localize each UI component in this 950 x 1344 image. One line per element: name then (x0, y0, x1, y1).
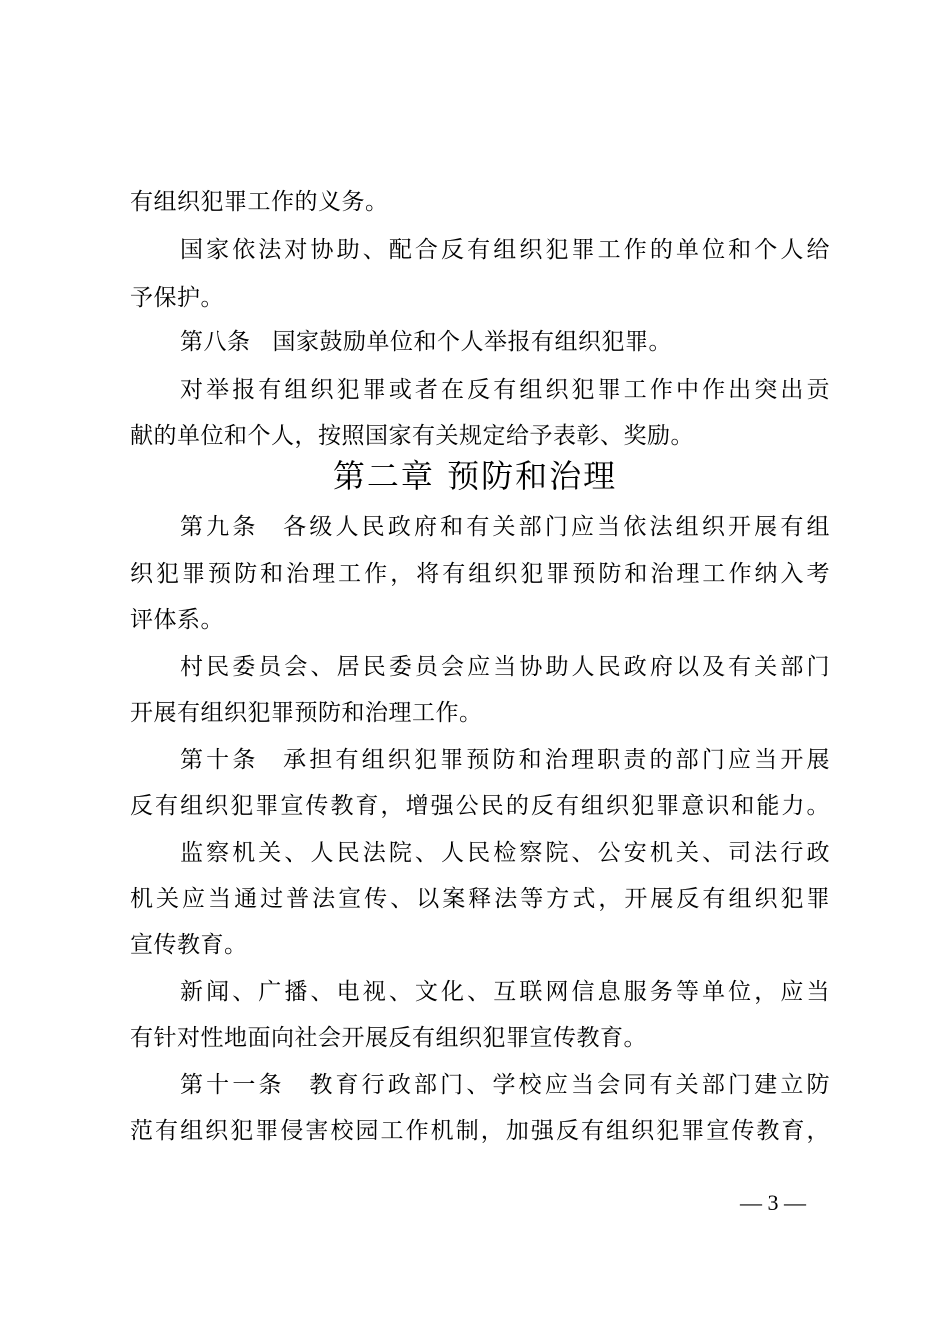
text-line: 反有组织犯罪宣传教育，增强公民的反有组织犯罪意识和能力。 (130, 793, 830, 819)
text-line: 范有组织犯罪侵害校园工作机制，加强反有组织犯罪宣传教育， (130, 1118, 830, 1144)
article-number: 第十一条 (180, 1072, 285, 1098)
text-line: 监察机关、人民法院、人民检察院、公安机关、司法行政 (180, 840, 830, 866)
text-line: 新闻、广播、电视、文化、互联网信息服务等单位，应当 (180, 979, 830, 1005)
chapter-title: 第二章 预防和治理 (332, 457, 618, 495)
article-text: 承担有组织犯罪预防和治理职责的部门应当开展 (280, 747, 830, 773)
article-number: 第八条 (180, 329, 251, 355)
text-line: 予保护。 (130, 285, 224, 311)
text-line: 织犯罪预防和治理工作，将有组织犯罪预防和治理工作纳入考 (130, 561, 830, 587)
text-line: 有针对性地面向社会开展反有组织犯罪宣传教育。 (130, 1025, 647, 1051)
article-number: 第九条 (180, 514, 259, 540)
text-line: 机关应当通过普法宣传、以案释法等方式，开展反有组织犯罪 (130, 886, 830, 912)
text-line: 国家依法对协助、配合反有组织犯罪工作的单位和个人给 (180, 237, 830, 263)
article-11 (180, 1069, 830, 1101)
text-line: 评体系。 (130, 607, 224, 633)
article-number: 第十条 (180, 747, 259, 773)
text-line: 村民委员会、居民委员会应当协助人民政府以及有关部门 (180, 654, 830, 680)
text-line: 献的单位和个人，按照国家有关规定给予表彰、奖励。 (130, 423, 694, 449)
article-9 (180, 511, 830, 543)
text-line: 有组织犯罪工作的义务。 (130, 189, 389, 215)
article-text: 各级人民政府和有关部门应当依法组织开展有组 (280, 514, 830, 540)
article-text: 国家鼓励单位和个人举报有组织犯罪。 (272, 329, 672, 355)
text-line: 开展有组织犯罪预防和治理工作。 (130, 700, 483, 726)
article-text: 教育行政部门、学校应当会同有关部门建立防 (306, 1072, 831, 1098)
page-number: — 3 — (740, 1190, 806, 1215)
text-line: 对举报有组织犯罪或者在反有组织犯罪工作中作出突出贡 (180, 377, 830, 403)
text-line: 宣传教育。 (130, 932, 248, 958)
article-10 (180, 744, 830, 776)
article-8 (180, 326, 830, 358)
